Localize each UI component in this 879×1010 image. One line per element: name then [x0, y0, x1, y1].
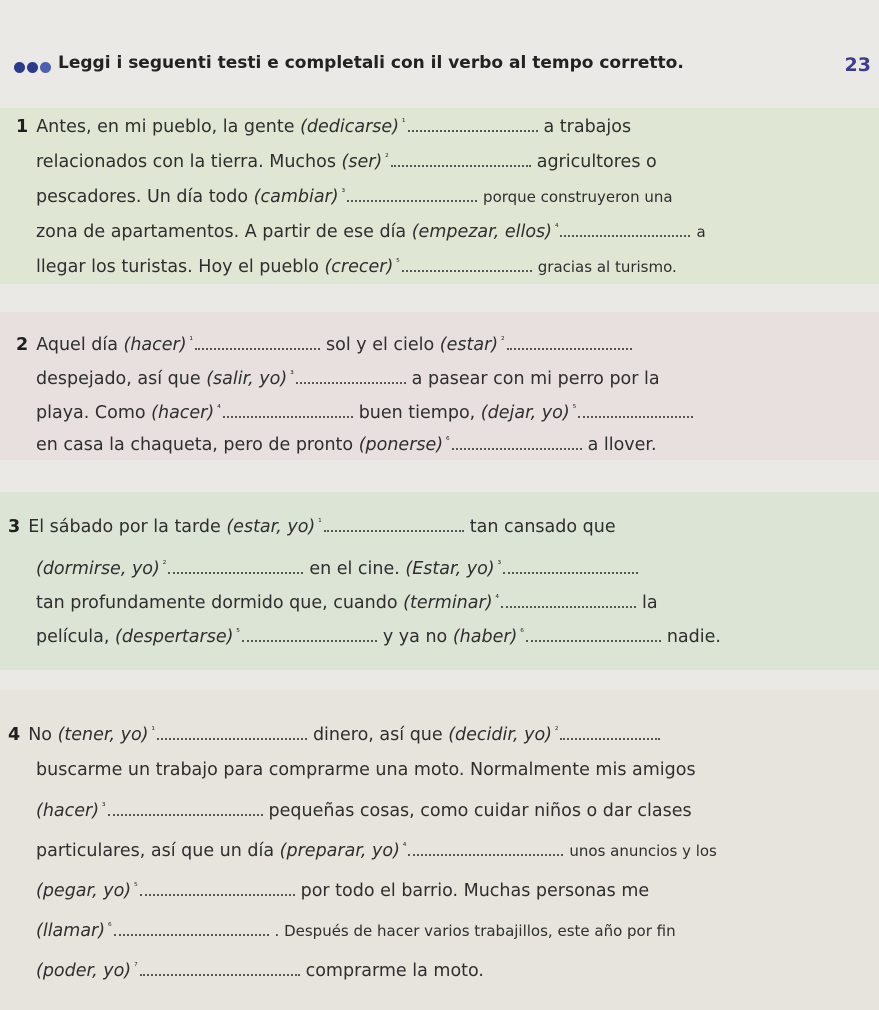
verb-prompt: (decidir, yo) [448, 725, 552, 745]
verb-prompt: (ser) [341, 152, 383, 172]
blank-number: ⁵ [233, 628, 240, 639]
blank-number: ² [382, 153, 389, 164]
sentence-text: pescadores. Un día todo [36, 187, 254, 207]
sentence-text: . Después de hacer varios trabajillos, este año por fin [274, 922, 676, 940]
ex4-line-6 [36, 920, 676, 941]
verb-prompt: (hacer) [151, 403, 215, 423]
ex2-line-2 [36, 368, 660, 389]
sentence-text: en el cine. [309, 559, 406, 579]
blank-field[interactable] [452, 434, 582, 450]
exercise-number: 3 [8, 517, 21, 537]
blank-field[interactable] [108, 800, 263, 816]
ex1-line-2 [36, 151, 657, 172]
blank-field[interactable] [242, 626, 377, 642]
verb-prompt: (cambiar) [253, 187, 339, 207]
blank-field[interactable] [507, 334, 632, 350]
blank-field[interactable] [503, 558, 638, 574]
sentence-text: relacionados con la tierra. Muchos [36, 152, 342, 172]
sentence-text: agricultores o [536, 152, 657, 172]
blank-number: ² [159, 560, 167, 571]
blank-number: ⁵ [569, 404, 577, 415]
verb-prompt: (llamar) [36, 921, 106, 941]
ex4-line-4 [36, 840, 717, 861]
blank-number: ⁴ [492, 594, 499, 605]
verb-prompt: (dejar, yo) [480, 403, 570, 423]
blank-number: ¹ [399, 118, 406, 129]
sentence-text: Antes, en mi pueblo, la gente [36, 117, 301, 137]
sentence-text: unos anuncios y los [569, 842, 717, 860]
blank-number: ³ [338, 188, 346, 199]
sentence-text: buscarme un trabajo para comprarme una moto. Normalmente mis amigos [36, 760, 696, 780]
sentence-text: la [642, 593, 658, 613]
verb-prompt: (dormirse, yo) [36, 559, 160, 579]
ex1-line-5 [36, 256, 677, 277]
ex3-line-1 [8, 516, 616, 537]
sentence-text: en casa la chaqueta, pero de pronto [36, 435, 359, 455]
blank-field[interactable] [324, 516, 464, 532]
verb-prompt: (haber) [452, 627, 518, 647]
blank-number: ⁴ [552, 223, 559, 234]
blank-field[interactable] [402, 256, 532, 272]
sentence-text: tan cansado que [469, 517, 616, 537]
blank-number: ¹ [148, 726, 155, 737]
blank-number: ³ [287, 370, 294, 381]
blank-field[interactable] [408, 116, 538, 132]
blank-field[interactable] [526, 626, 661, 642]
verb-prompt: (despertarse) [115, 627, 234, 647]
blank-field[interactable] [296, 368, 406, 384]
ex4-line-1 [8, 724, 666, 745]
blank-field[interactable] [195, 334, 320, 350]
ex2-line-4 [36, 434, 657, 455]
dot-icon [14, 62, 25, 73]
blank-field[interactable] [560, 221, 690, 237]
verb-prompt: (poder, yo) [36, 961, 132, 981]
sentence-text: playa. Como [36, 403, 152, 423]
blank-field[interactable] [408, 840, 563, 856]
blank-number: ⁵ [131, 882, 138, 893]
sentence-text: particulares, así que un día [36, 841, 280, 861]
blank-field[interactable] [114, 920, 269, 936]
verb-prompt: (preparar, yo) [279, 841, 400, 861]
ex3-line-4 [36, 626, 721, 647]
blank-number: ³ [99, 802, 106, 813]
sentence-text: buen tiempo, [358, 403, 481, 423]
blank-field[interactable] [168, 558, 303, 574]
sentence-text: despejado, así que [36, 369, 207, 389]
verb-prompt: (dedicarse) [300, 117, 400, 137]
verb-prompt: (hacer) [123, 335, 187, 355]
verb-prompt: (estar) [439, 335, 499, 355]
difficulty-dots [14, 58, 53, 77]
sentence-text: y ya no [382, 627, 453, 647]
sentence-text: dinero, así que [312, 725, 449, 745]
blank-number: ⁶ [443, 436, 450, 447]
verb-prompt: (crecer) [324, 257, 394, 277]
ex3-line-2 [36, 558, 644, 579]
sentence-text: sol y el cielo [326, 335, 440, 355]
blank-number: ⁶ [517, 628, 524, 639]
verb-prompt: (ponerse) [358, 435, 444, 455]
sentence-text: nadie. [666, 627, 721, 647]
sentence-text: comprarme la moto. [305, 961, 484, 981]
blank-number: ³ [494, 560, 502, 571]
ex3-line-3 [36, 592, 658, 613]
blank-number: ⁷ [131, 962, 138, 973]
verb-prompt: (hacer) [36, 801, 100, 821]
blank-field[interactable] [391, 151, 531, 167]
sentence-text: llegar los turistas. Hoy el pueblo [36, 257, 325, 277]
blank-field[interactable] [560, 724, 660, 740]
sentence-text: pequeñas cosas, como cuidar niños o dar clases [268, 801, 692, 821]
blank-number: ⁴ [214, 404, 221, 415]
blank-field[interactable] [347, 186, 477, 202]
blank-field[interactable] [223, 402, 353, 418]
ex4-line-3 [36, 800, 692, 821]
blank-field[interactable] [157, 724, 307, 740]
sentence-text: a llover. [587, 435, 657, 455]
sentence-text: a pasear con mi perro por la [411, 369, 660, 389]
blank-number: ⁵ [393, 258, 400, 269]
sentence-text: No [28, 725, 58, 745]
blank-number: ⁴ [399, 842, 407, 853]
blank-field[interactable] [140, 960, 300, 976]
sentence-text: tan profundamente dormido que, cuando [36, 593, 404, 613]
sentence-text: Aquel día [36, 335, 124, 355]
ex2-line-3 [36, 402, 699, 423]
exercise-number: 1 [16, 117, 29, 137]
sentence-text: a [696, 223, 706, 241]
blank-field[interactable] [501, 592, 636, 608]
ex2-line-1 [16, 334, 638, 355]
exercise-header [0, 50, 879, 86]
blank-number: ¹ [315, 518, 322, 529]
blank-number: ² [552, 726, 559, 737]
blank-number: ² [498, 336, 505, 347]
sentence-text: gracias al turismo. [537, 258, 677, 276]
verb-prompt: (empezar, ellos) [411, 222, 553, 242]
instruction-text: Leggi i seguenti testi e completali con il verbo al tempo corretto. [58, 53, 684, 73]
blank-field[interactable] [140, 880, 295, 896]
sentence-text: El sábado por la tarde [28, 517, 227, 537]
sentence-text: zona de apartamentos. A partir de ese día [36, 222, 412, 242]
verb-prompt: (salir, yo) [206, 369, 288, 389]
ex1-line-4 [36, 221, 706, 242]
blank-field[interactable] [578, 402, 693, 418]
sentence-text: película, [36, 627, 116, 647]
dot-icon [40, 62, 51, 73]
ex4-line-2 [36, 760, 696, 780]
verb-prompt: (estar, yo) [226, 517, 316, 537]
ex4-line-5 [36, 880, 649, 901]
verb-prompt: (terminar) [403, 593, 493, 613]
verb-prompt: (pegar, yo) [36, 881, 132, 901]
exercise-number: 2 [16, 335, 29, 355]
blank-number: ¹ [186, 336, 194, 347]
sentence-text: porque construyeron una [483, 188, 673, 206]
blank-number: ⁶ [105, 922, 112, 933]
verb-prompt: (tener, yo) [57, 725, 149, 745]
ex1-line-1 [16, 116, 631, 137]
page-number: 23 [844, 54, 871, 76]
ex1-line-3 [36, 186, 673, 207]
verb-prompt: (Estar, yo) [405, 559, 495, 579]
ex4-line-7 [36, 960, 484, 981]
exercise-number: 4 [8, 725, 21, 745]
sentence-text: a trabajos [543, 117, 632, 137]
sentence-text: por todo el barrio. Muchas personas me [300, 881, 650, 901]
dot-icon [27, 62, 38, 73]
